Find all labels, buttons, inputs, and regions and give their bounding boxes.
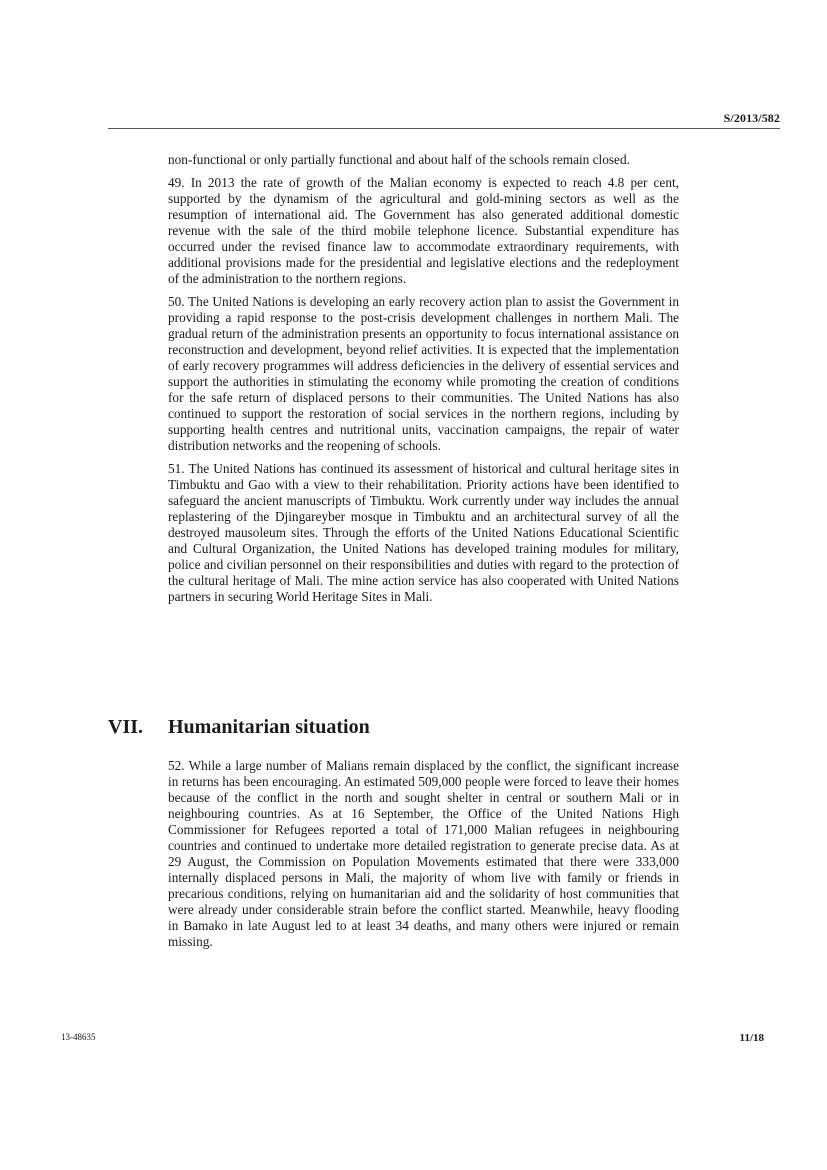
section-title: Humanitarian situation [168, 716, 370, 738]
body-text-top [168, 152, 679, 612]
paragraph-52: 52. While a large number of Malians remain displaced by the conflict, the significant increase in returns has been encouraging. An estimated 509,000 people were forced to leave their homes because of the conflict in the north and sought shelter in central or southern Mali or in neighbouring countries. As at 16 September, the Office of the United Nations High Commissioner for Refugees reported a total of 171,000 Malian refugees in neighbouring countries and continued to undertake more detailed registration to generate precise data. As at 29 August, the Commission on Population Movements estimated that there were 333,000 internally displaced persons in Mali, the majority of whom live with family or friends in precarious conditions, relying on humanitarian aid and the solidarity of host communities that were already under considerable strain before the conflict started. Meanwhile, heavy flooding in Bamako in late August led to at least 34 deaths, and many others were injured or remain missing. [168, 758, 679, 949]
body-text-bottom [168, 758, 679, 957]
header-rule [108, 128, 780, 129]
paragraph-51: 51. The United Nations has continued its assessment of historical and cultural heritage sites in Timbuktu and Gao with a view to their rehabilitation. Priority actions have been identified to safeguard the ancient manuscripts of Timbuktu. Work currently under way includes the annual replastering of the Djingareyber mosque in Timbuktu and an architectural survey of all the destroyed mausoleum sites. Through the efforts of the United Nations Educational Scientific and Cultural Organization, the United Nations has developed training modules for military, police and civilian personnel on their responsibilities and duties with regard to the protection of the cultural heritage of Mali. The mine action service has also cooperated with United Nations partners in securing World Heritage Sites in Mali. [168, 461, 679, 604]
document-symbol: S/2013/582 [723, 111, 780, 125]
paragraph-49: 49. In 2013 the rate of growth of the Malian economy is expected to reach 4.8 per cent, supported by the dynamism of the agricultural and gold-mining sectors as well as the resumption of international aid. The Government has also generated additional domestic revenue with the sale of the third mobile telephone licence. Substantial expenditure has occurred under the revised finance law to accommodate extraordinary requirements, with additional provisions made for the presidential and legislative elections and the redeployment of the administration to the northern regions. [168, 175, 679, 286]
footer-job-number: 13-48635 [61, 1032, 96, 1042]
paragraph-continuation: non-functional or only partially functional and about half of the schools remain closed. [168, 152, 630, 167]
section-heading [108, 716, 370, 739]
paragraph-50: 50. The United Nations is developing an early recovery action plan to assist the Government in providing a rapid response to the post-crisis development challenges in northern Mali. The gradual return of the administration presents an opportunity to focus international assistance on reconstruction and development, beyond relief activities. It is expected that the implementation of early recovery programmes will address deficiencies in the delivery of essential services and support the authorities in stimulating the economy while promoting the creation of conditions for the safe return of displaced persons to their communities. The United Nations has also continued to support the restoration of social services in the northern regions, including by supporting health centres and nutritional units, vaccination campaigns, the repair of water distribution networks and the reopening of schools. [168, 294, 679, 453]
footer-page-number: 11/18 [739, 1032, 764, 1044]
section-numeral: VII. [108, 716, 144, 738]
